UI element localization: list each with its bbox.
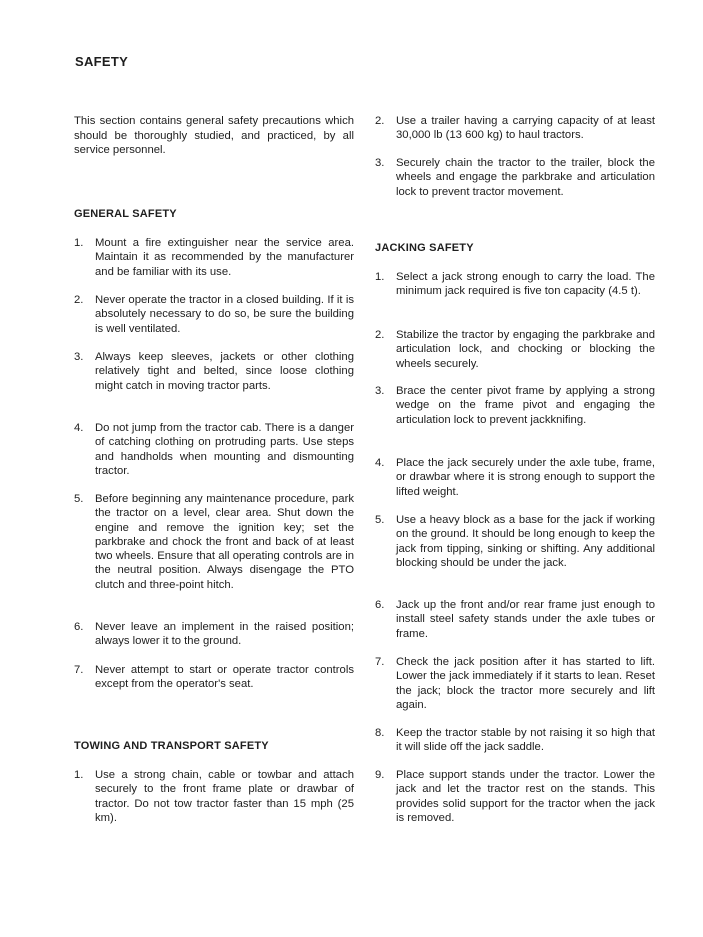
item-number: 5. [375,514,385,526]
jacking-safety-item [375,384,655,427]
general-safety-item [74,350,354,393]
item-text: Use a trailer having a carrying capacity of at least 30,000 lb (13 600 kg) to haul tractors. [396,115,655,142]
jacking-safety-item [375,726,655,755]
general-safety-item [74,293,354,336]
towing-safety-item [375,114,655,143]
item-text: Place the jack securely under the axle tube, frame, or drawbar where it is strong enough to support the lifted weight. [396,457,655,498]
item-number: 6. [74,621,84,633]
general-safety-item [74,236,354,279]
general-safety-item [74,663,354,692]
item-text: Use a strong chain, cable or towbar and attach securely to the front frame plate or drawbar of tractor. Do not tow tractor faster than 15 mph (25 km). [95,769,354,824]
item-number: 1. [74,769,84,781]
item-number: 3. [375,157,385,169]
jacking-safety-item [375,598,655,641]
item-text: Always keep sleeves, jackets or other clothing relatively tight and belted, since loose clothing might catch in moving tractor parts. [95,351,354,392]
item-text: Place support stands under the tractor. Lower the jack and let the tractor rest on the stands. This provides solid support for the tractor when the jack is removed. [396,769,655,824]
item-number: 9. [375,769,385,781]
intro-paragraph: This section contains general safety precautions which should be thoroughly studied, and practiced, by all service personnel. [74,115,354,157]
general-safety-item [74,492,354,592]
item-text: Jack up the front and/or rear frame just enough to install steel safety stands under the axle tubes or frame. [396,599,655,640]
item-number: 2. [375,329,385,341]
item-text: Never operate the tractor in a closed building. If it is absolutely necessary to do so, be sure the building is well ventilated. [95,294,354,335]
item-number: 1. [74,237,84,249]
jacking-safety-item [375,513,655,570]
item-number: 3. [74,351,84,363]
item-text: Keep the tractor stable by not raising it so high that it will slide off the jack saddle. [396,727,655,754]
item-text: Stabilize the tractor by engaging the parkbrake and articulation lock, and chocking or blocking the wheels securely. [396,329,655,370]
item-text: Before beginning any maintenance procedure, park the tractor on a level, clear area. Shut down the engine and remove the ignition key; set the parkbrake and chock the front and back of at least two wheels. Ensure that all operating controls are in the neutral position. Always disengage the PTO clutch and three-point hitch. [95,493,354,591]
towing-safety-item [74,768,354,825]
item-number: 7. [375,656,385,668]
jacking-safety-item [375,270,655,299]
jacking-safety-item [375,768,655,825]
item-text: Securely chain the tractor to the trailer, block the wheels and engage the parkbrake and articulation lock to prevent tractor movement. [396,157,655,198]
item-text: Never leave an implement in the raised position; always lower it to the ground. [95,621,354,648]
jacking-safety-item [375,328,655,371]
item-number: 5. [74,493,84,505]
item-text: Check the jack position after it has started to lift. Lower the jack immediately if it starts to lean. Reset the jack; block the tractor more securely and lift again. [396,656,655,711]
item-text: Select a jack strong enough to carry the load. The minimum jack required is five ton capacity (4.5 t). [396,271,655,298]
general-safety-heading: GENERAL SAFETY [74,208,177,220]
towing-safety-item [375,156,655,199]
item-number: 4. [375,457,385,469]
item-number: 7. [74,664,84,676]
item-text: Do not jump from the tractor cab. There is a danger of catching clothing on protruding parts. Use steps and handholds when mounting and dismounting tractor. [95,422,354,477]
general-safety-item [74,421,354,478]
towing-safety-heading: TOWING AND TRANSPORT SAFETY [74,740,269,752]
jacking-safety-item [375,655,655,712]
jacking-safety-heading: JACKING SAFETY [375,242,474,254]
item-text: Never attempt to start or operate tractor controls except from the operator's seat. [95,664,354,691]
item-number: 3. [375,385,385,397]
item-text: Mount a fire extinguisher near the service area. Maintain it as recommended by the manufacturer and be familiar with its use. [95,237,354,278]
item-number: 4. [74,422,84,434]
item-text: Use a heavy block as a base for the jack if working on the ground. It should be long enough to keep the jack from tipping, sinking or shifting. Any additional blocking should be under the jack. [396,514,655,569]
jacking-safety-item [375,456,655,499]
item-number: 2. [74,294,84,306]
page-title: SAFETY [75,54,129,69]
general-safety-item [74,620,354,649]
item-text: Brace the center pivot frame by applying a strong wedge on the frame pivot and engaging the articulation lock to prevent jackknifing. [396,385,655,426]
item-number: 8. [375,727,385,739]
item-number: 1. [375,271,385,283]
item-number: 6. [375,599,385,611]
item-number: 2. [375,115,385,127]
